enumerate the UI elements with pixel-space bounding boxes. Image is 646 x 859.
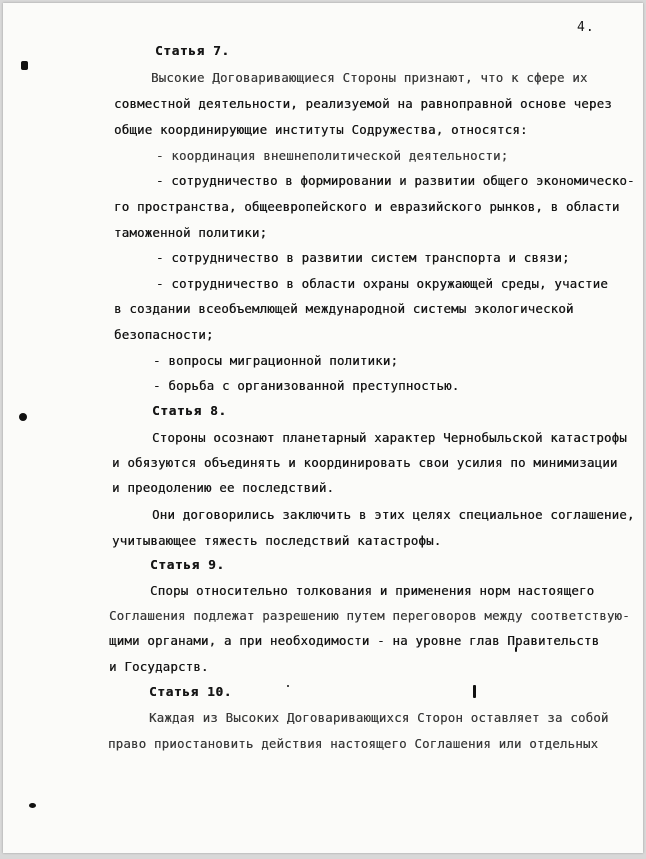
article-8-line: и обязуются объединять и координировать свои усилия по минимизации — [112, 455, 618, 470]
article-7-line: - вопросы миграционной политики; — [153, 353, 399, 368]
page-number: 4. — [577, 20, 595, 35]
article-9-line: и Государств. — [109, 659, 209, 674]
article-7-line: - сотрудничество в области охраны окружающей среды, участие — [156, 276, 608, 291]
article-9-line: Соглашения подлежат разрешению путем переговоров между соответствую- — [109, 608, 630, 623]
article-7-line: го пространства, общеевропейского и евразийского рынков, в области — [114, 199, 620, 214]
article-7-line: Высокие Договаривающиеся Стороны признают, что к сфере их — [151, 70, 588, 85]
article-9-heading: Статья 9. — [150, 558, 225, 573]
margin-mark — [19, 413, 27, 421]
article-7-heading: Статья 7. — [155, 44, 230, 59]
article-7-line: в создании всеобъемлющей международной системы экологической — [114, 301, 574, 316]
article-10-heading: Статья 10. — [149, 685, 233, 700]
article-7-line: совместной деятельности, реализуемой на равноправной основе через — [114, 96, 612, 111]
article-7-line: - координация внешнеполитической деятельности; — [156, 148, 509, 163]
article-7-line: общие координирующие институты Содружества, относятся: — [114, 122, 528, 137]
margin-mark — [21, 61, 28, 70]
article-7-line: - сотрудничество в формировании и развитии общего экономическо- — [156, 173, 635, 188]
article-9-line: щими органами, а при необходимости - на уровне глав Правительств — [109, 633, 600, 648]
article-8-heading: Статья 8. — [152, 404, 227, 419]
margin-mark — [287, 685, 289, 687]
article-7-line: таможенной политики; — [114, 225, 268, 240]
article-8-line: Стороны осознают планетарный характер Чернобыльской катастрофы — [152, 430, 627, 445]
article-7-line: - борьба с организованной преступностью. — [153, 378, 460, 393]
article-7-line: - сотрудничество в развитии систем транспорта и связи; — [156, 250, 570, 265]
article-10-line: Каждая из Высоких Договаривающихся Сторон оставляет за собой — [149, 710, 609, 725]
article-8-line: Они договорились заключить в этих целях специальное соглашение, — [152, 507, 635, 522]
article-9-line: Споры относительно толкования и применения норм настоящего — [150, 583, 595, 598]
article-7-line: безопасности; — [114, 327, 214, 342]
article-10-line: право приостановить действия настоящего Соглашения или отдельных — [108, 736, 599, 751]
document-page — [3, 3, 643, 853]
margin-mark — [473, 685, 476, 698]
article-8-line: и преодолению ее последствий. — [112, 480, 335, 495]
article-8-line: учитывающее тяжесть последствий катастрофы. — [112, 533, 442, 548]
margin-mark — [29, 803, 36, 808]
